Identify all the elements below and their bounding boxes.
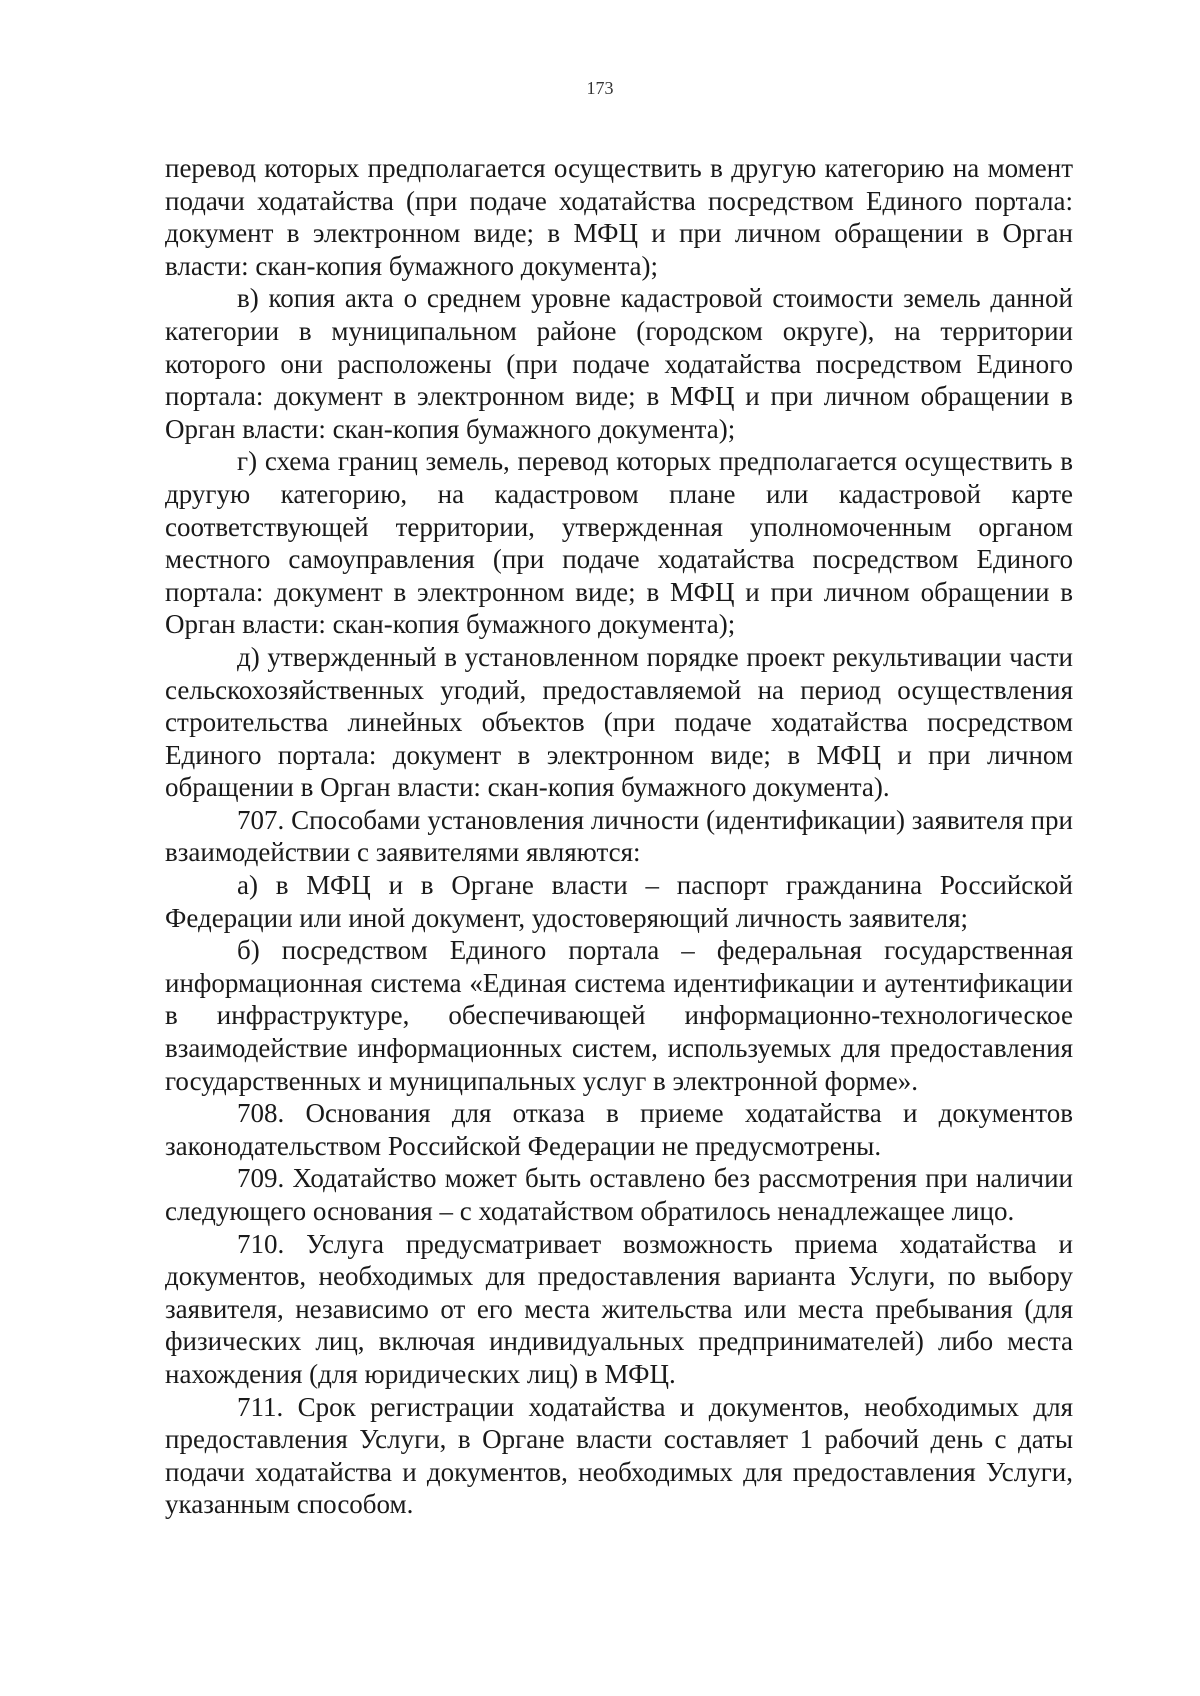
paragraph-item-d: д) утвержденный в установленном порядке проект рекультивации части сельскохозяйственных угодий, предоставляемой на период осуществления строительства линейных объектов (при подаче ходатайства посредством Единого портала: документ в электронном виде; в МФЦ и при личном обращении в Орган власти: скан-копия бумажного документа). bbox=[165, 641, 1073, 803]
paragraph-clause-710: 710. Услуга предусматривает возможность приема ходатайства и документов, необходимых для предоставления варианта Услуги, по выбору заявителя, независимо от его места жительства или места пребывания (для физических лиц, включая индивидуальных предпринимателей) либо места нахождения (для юридических лиц) в МФЦ. bbox=[165, 1228, 1073, 1389]
paragraph-item-g: г) схема границ земель, перевод которых предполагается осуществить в другую категорию, на кадастровом плане или кадастровой карте соответствующей территории, утвержденная уполномоченным органом местного самоуправления (при подаче ходатайства посредством Единого портала: документ в электронном виде; в МФЦ и при личном обращении в Орган власти: скан-копия бумажного документа); bbox=[165, 446, 1073, 640]
paragraph-clause-707: 707. Способами установления личности (идентификации) заявителя при взаимодействии с заявителями являются: bbox=[165, 804, 1073, 868]
paragraph-item-v: в) копия акта о среднем уровне кадастровой стоимости земель данной категории в муниципальном районе (городском округе), на территории которого они расположены (при подаче ходатайства посредством Единого портала: документ в электронном виде; в МФЦ и при личном обращении в Орган власти: скан-копия бумажного документа); bbox=[165, 283, 1073, 444]
paragraph-clause-707-a: а) в МФЦ и в Органе власти – паспорт гражданина Российской Федерации или иной документ, удостоверяющий личность заявителя; bbox=[165, 870, 1073, 933]
page-number: 173 bbox=[586, 78, 614, 98]
paragraph-clause-708: 708. Основания для отказа в приеме ходатайства и документов законодательством Российской Федерации не предусмотрены. bbox=[165, 1098, 1073, 1161]
body-text bbox=[165, 152, 1073, 1521]
paragraph-continuation: перевод которых предполагается осуществить в другую категорию на момент подачи ходатайства (при подаче ходатайства посредством Единого портала: документ в электронном виде; в МФЦ и при личном обращении в Орган власти: скан-копия бумажного документа); bbox=[165, 153, 1073, 281]
paragraph-clause-711: 711. Срок регистрации ходатайства и документов, необходимых для предоставления Услуги, в Органе власти составляет 1 рабочий день с даты подачи ходатайства и документов, необходимых для предоставления Услуги, указанным способом. bbox=[165, 1391, 1073, 1520]
paragraph-clause-707-b: б) посредством Единого портала – федеральная государственная информационная система «Единая система идентификации и аутентификации в инфраструктуре, обеспечивающей информационно-технологическое взаимодействие информационных систем, используемых для предоставления государственных и муниципальных услуг в электронной форме». bbox=[165, 935, 1073, 1096]
paragraph-clause-709: 709. Ходатайство может быть оставлено без рассмотрения при наличии следующего основания – с ходатайством обратилось ненадлежащее лицо. bbox=[165, 1163, 1073, 1226]
